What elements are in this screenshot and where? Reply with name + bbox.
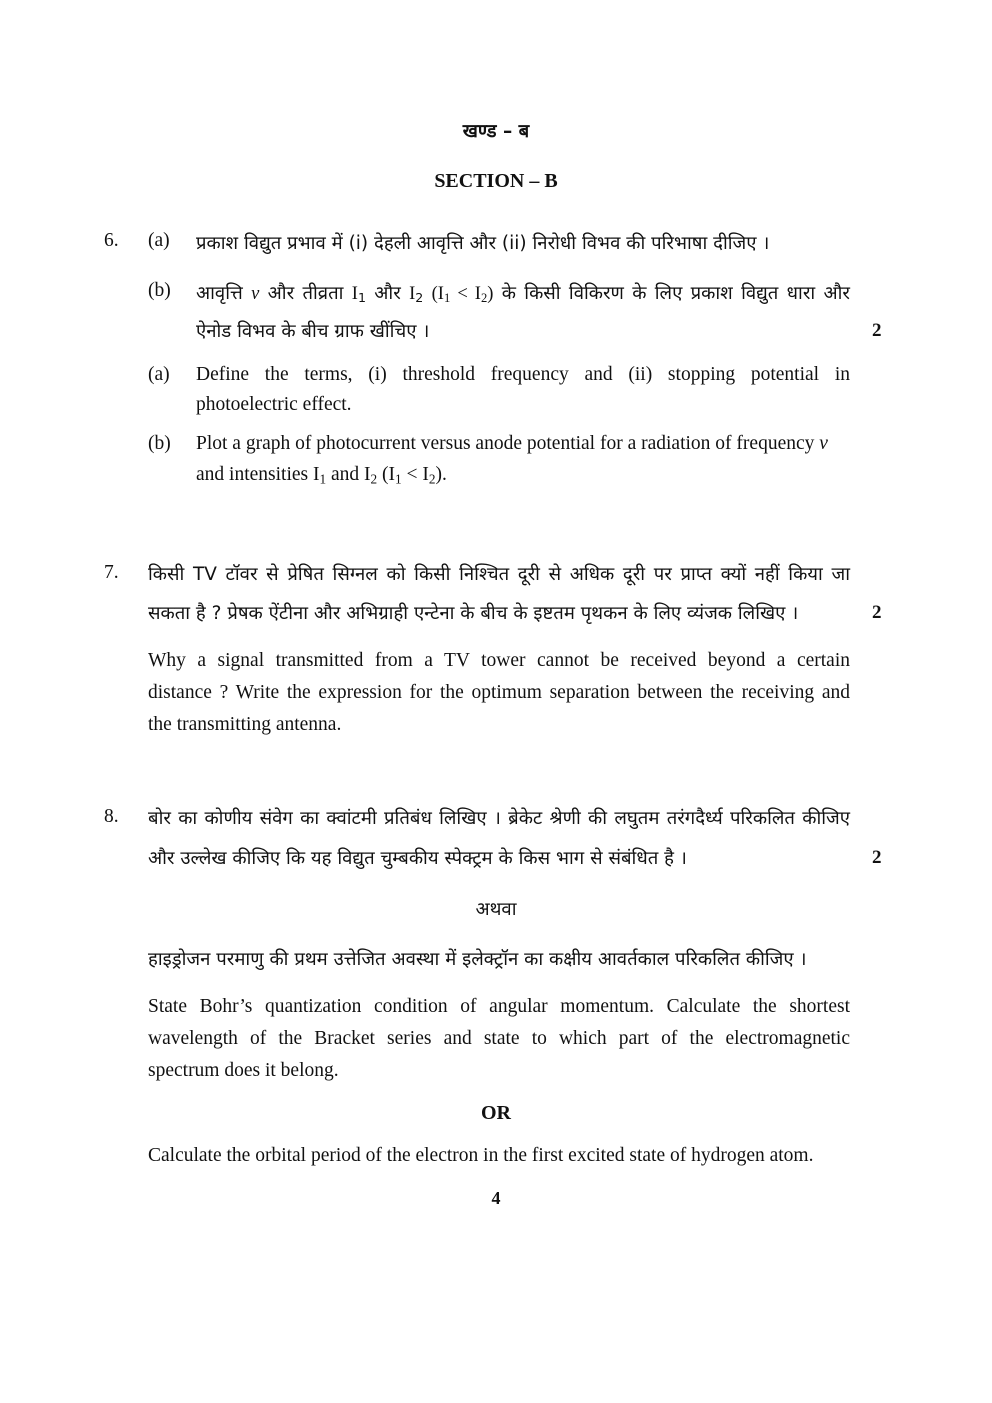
hindi-part-a: प्रकाश विद्युत प्रभाव में (i) देहली आवृत्ति और (ii) निरोधी विभव की परिभाषा दीजिए ।: [196, 233, 770, 254]
hindi-line2: और उल्लेख कीजिए कि यह विद्युत चुम्बकीय स्पेक्ट्रम के किस भाग से संबंधित है ।: [148, 848, 687, 869]
question-number: 7.: [104, 562, 119, 583]
hindi-part-b-line1: आवृत्ति v और तीव्रता $I_1$ और $I_2$ $(I_1 < I_2)$ के किसी विकिरण के लिए प्रकाश विद्युत धारा और: [196, 283, 850, 306]
hindi-line1: किसी TV टॉवर से प्रेषित सिग्नल को किसी निश्चित दूरी से अधिक दूरी पर प्राप्त क्यों नहीं किया जा: [148, 564, 850, 585]
question-number: 8.: [104, 806, 119, 827]
section-heading-hindi: खण्ड – ब: [462, 121, 530, 142]
english-part-a-line2: photoelectric effect.: [196, 394, 352, 415]
hindi-line2: सकता है ? प्रेषक ऐंटीना और अभिग्राही एन्टेना के बीच के इष्टतम पृथकन के लिए व्यंजक लिखिए ।: [148, 603, 799, 624]
sub-label-a: (a): [148, 364, 170, 385]
english-line1: Why a signal transmitted from a TV tower cannot be received beyond a certain: [148, 650, 850, 671]
or-heading-hindi: अथवा: [475, 899, 517, 920]
english-line3: the transmitting antenna.: [148, 714, 342, 735]
question-number: 6.: [104, 230, 119, 251]
or-heading-english: OR: [481, 1102, 511, 1124]
marks: 2: [872, 602, 882, 623]
english-or-question: Calculate the orbital period of the electron in the first excited state of hydrogen atom.: [148, 1145, 814, 1166]
section-heading-english: SECTION – B: [434, 170, 558, 192]
english-part-a-line1: Define the terms, (i) threshold frequency and (ii) stopping potential in: [196, 364, 850, 385]
sub-label-b: (b): [148, 433, 171, 454]
hindi-or-question: हाइड्रोजन परमाणु की प्रथम उत्तेजित अवस्था में इलेक्ट्रॉन का कक्षीय आवर्तकाल परिकलित कीजिए ।: [148, 949, 807, 970]
page-number: 4: [491, 1188, 501, 1208]
english-part-b-line1: Plot a graph of photocurrent versus anode potential for a radiation of frequency v: [196, 433, 828, 454]
english-part-b-line2: and intensities $I_1$ and $I_2$ $(I_1 < I_2)$.: [196, 464, 447, 487]
english-line1: State Bohr’s quantization condition of angular momentum. Calculate the shortest: [148, 996, 850, 1017]
sub-label-a: (a): [148, 230, 170, 251]
marks: 2: [872, 320, 882, 341]
sub-label-b: (b): [148, 280, 171, 301]
english-line2: distance ? Write the expression for the optimum separation between the receiving and: [148, 682, 850, 703]
hindi-line1: बोर का कोणीय संवेग का क्वांटमी प्रतिबंध लिखिए । ब्रेकेट श्रेणी की लघुतम तरंगदैर्ध्य परिकलित कीजिए: [148, 808, 850, 829]
hindi-part-b-line2: ऐनोड विभव के बीच ग्राफ खींचिए ।: [196, 321, 430, 342]
marks: 2: [872, 847, 882, 868]
english-line3: spectrum does it belong.: [148, 1060, 339, 1081]
english-line2: wavelength of the Bracket series and state to which part of the electromagnetic: [148, 1028, 850, 1049]
